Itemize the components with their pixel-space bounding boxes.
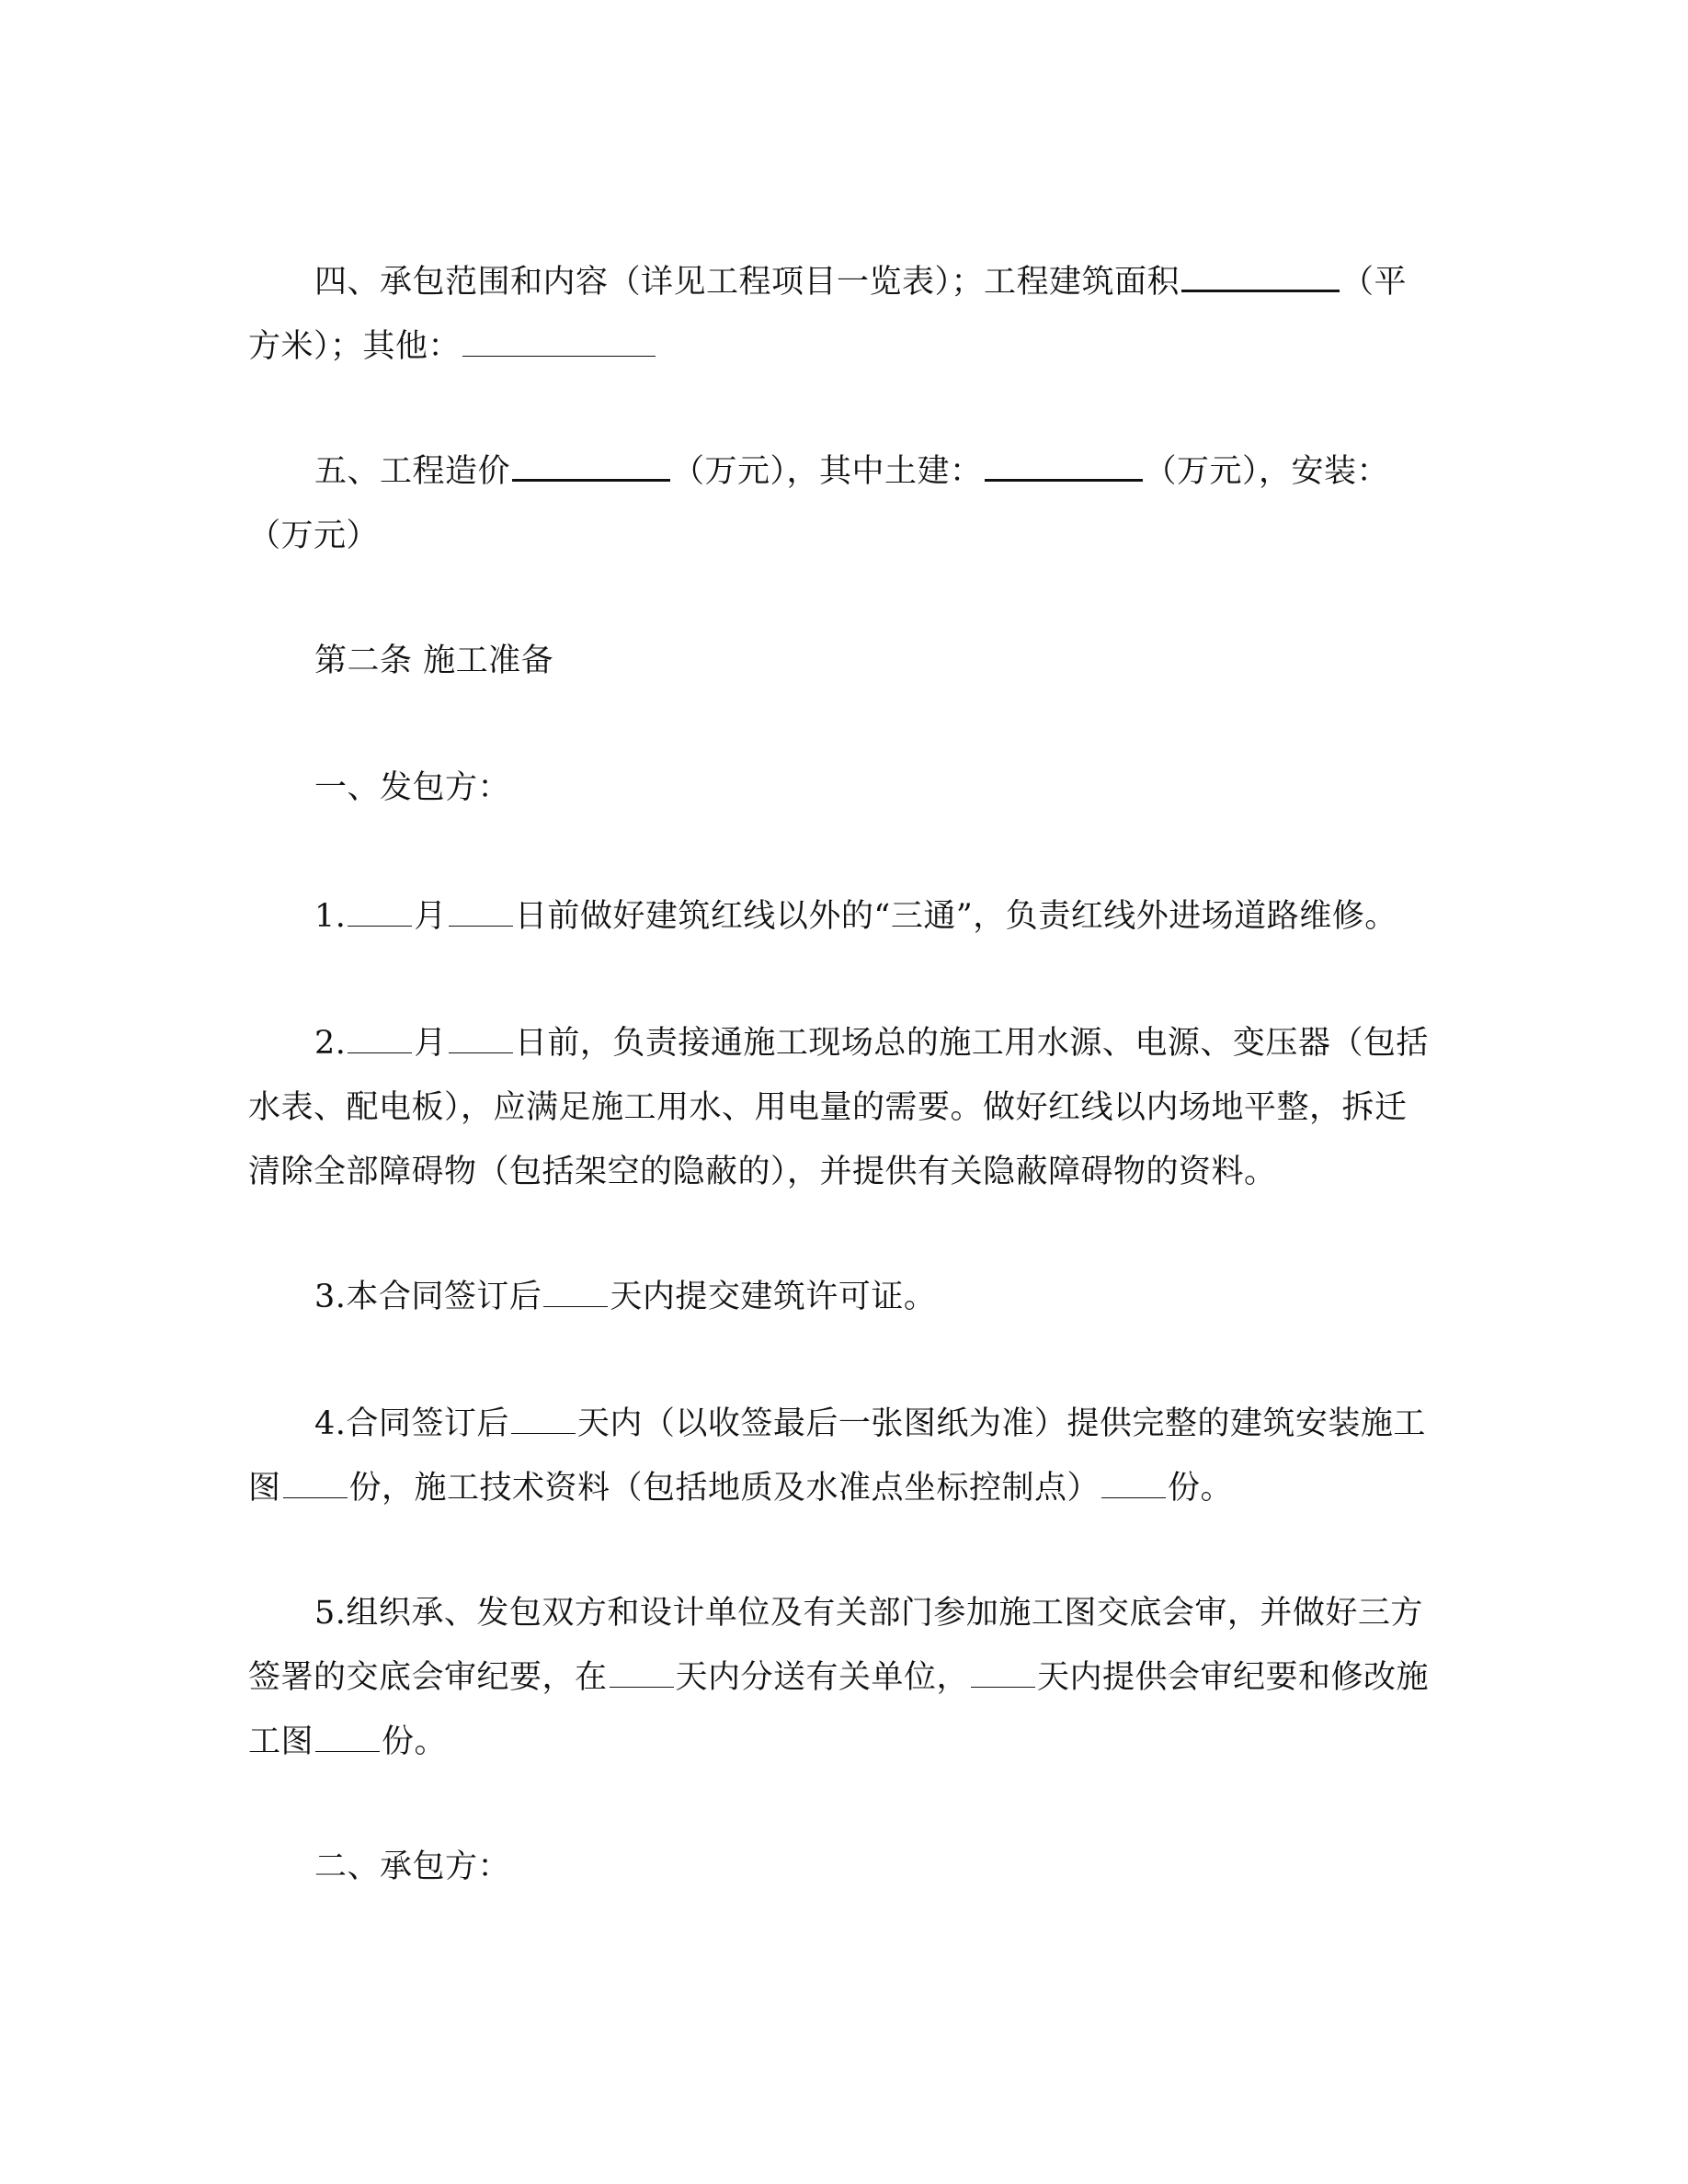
section-5-line-2: （万元） [248,518,380,554]
item-2-text-b: 月 [414,1025,447,1062]
item-5-provide-days-blank [971,1657,1035,1688]
other-blank [462,326,656,357]
article-2-title [248,629,1440,693]
party-b-heading-text: 二、承包方： [314,1848,511,1885]
item-5-text-d: 工图 [248,1723,314,1760]
item-1-line-1 [248,884,1440,949]
item-3-days-blank [543,1277,608,1307]
section-4-text-a: 四、承包范围和内容（详见工程项目一览表）；工程建筑面积 [314,264,1180,301]
section-4-text-b: （平 [1341,264,1408,301]
item-3-text-b: 天内提交建筑许可证。 [610,1279,937,1315]
item-5-text-c: 天内提供会审纪要和修改施 [1037,1659,1430,1696]
item-4-text-a: 4.合同签订后 [314,1405,509,1442]
item-5-text-e: 份。 [382,1723,448,1760]
party-a-heading-text: 一、发包方： [314,769,511,806]
item-1-day-blank [449,896,513,927]
section-5-text-c: （万元），安装： [1144,453,1390,490]
party-b-heading [248,1835,1440,1899]
item-1-month-blank [348,896,412,927]
item-5-line-1: 5.组织承、发包双方和设计单位及有关部门参加施工图交底会审，并做好三方 [314,1595,1423,1632]
item-5-line-2 [248,1645,1440,1710]
item-5-copies-blank [315,1722,380,1752]
section-4-text-c: 方米）；其他： [248,328,462,365]
item-4-line-1 [248,1392,1440,1456]
project-cost-blank [512,449,670,482]
section-5-paragraph [248,439,1440,568]
item-1-paragraph [248,884,1440,949]
item-2-month-blank [348,1023,412,1053]
item-5-paragraph [248,1581,1440,1774]
item-4-tech-docs-blank [1101,1468,1166,1498]
section-5-line-1 [248,439,1440,504]
item-1-text-b: 月 [414,898,447,935]
item-4-paragraph [248,1392,1440,1520]
item-4-drawings-blank [283,1468,348,1498]
item-3-line-1 [248,1265,1440,1329]
item-2-line-3: 清除全部障碍物（包括架空的隐蔽的），并提供有关隐蔽障碍物的资料。 [248,1154,1277,1190]
item-4-line-2 [248,1456,1440,1520]
item-2-line-2: 水表、配电板），应满足施工用水、用电量的需要。做好红线以内场地平整，拆迁 [248,1089,1408,1126]
item-4-text-e: 份。 [1168,1470,1234,1507]
item-2-text-c: 日前，负责接通施工现场总的施工用水源、电源、变压器（包括 [514,1025,1429,1062]
section-4-paragraph [248,250,1440,379]
item-4-text-c: 图 [248,1470,281,1507]
item-2-text-a: 2. [314,1025,347,1062]
article-2-title-text: 第二条 施工准备 [314,643,554,679]
item-5-distribute-days-blank [610,1657,674,1688]
item-1-text-a: 1. [314,898,347,935]
item-2-day-blank [449,1023,513,1053]
item-2-line-1 [248,1011,1440,1075]
party-a-heading [248,756,1440,820]
item-1-text-c: 日前做好建筑红线以外的“三通”，负责红线外进场道路维修。 [514,898,1397,935]
item-2-paragraph [248,1011,1440,1204]
section-5-text-a: 五、工程造价 [314,453,511,490]
section-5-text-b: （万元），其中土建： [672,453,983,490]
item-4-days-blank [511,1404,576,1434]
item-4-text-d: 份，施工技术资料（包括地质及水准点坐标控制点） [348,1470,1101,1507]
item-3-text-a: 3.本合同签订后 [314,1279,542,1315]
item-3-paragraph [248,1265,1440,1329]
item-4-text-b: 天内（以收签最后一张图纸为准）提供完整的建筑安装施工 [576,1405,1426,1442]
civil-cost-blank [985,449,1143,482]
section-4-line-2 [248,314,1440,379]
item-5-text-a: 签署的交底会审纪要，在 [248,1659,608,1696]
item-5-text-b: 天内分送有关单位， [675,1659,970,1696]
section-4-line-1 [248,250,1440,314]
floor-area-blank [1181,260,1340,292]
item-5-line-3 [248,1710,1440,1774]
